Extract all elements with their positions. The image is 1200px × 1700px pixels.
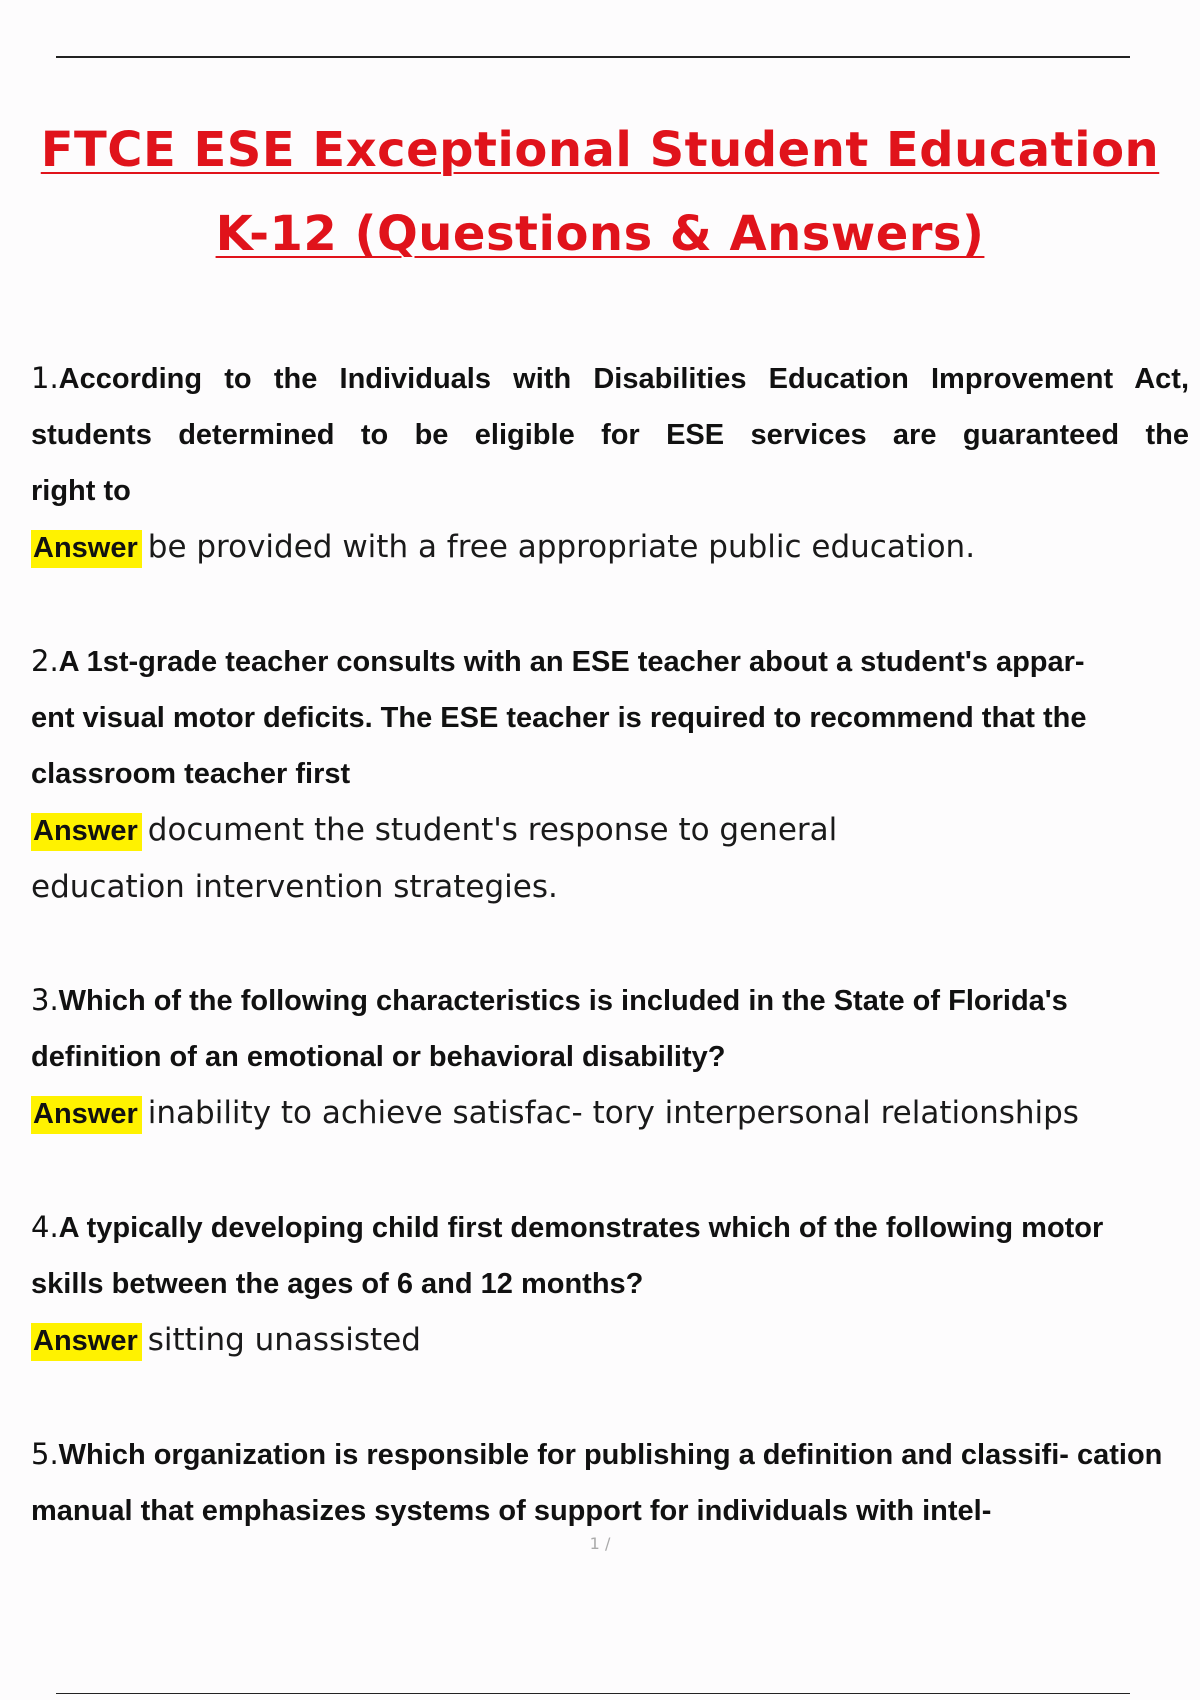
question-item bbox=[31, 972, 1189, 1142]
document-title bbox=[0, 108, 1200, 276]
title-line-1: FTCE ESE Exceptional Student Education bbox=[40, 122, 1160, 178]
question-item bbox=[31, 1426, 1189, 1539]
question-body: A typically developing child first demonstrates which of the following motor skills between the ages of 6 and 12 months? bbox=[31, 1212, 1104, 1300]
question-text-last-line bbox=[31, 463, 1189, 519]
top-rule bbox=[56, 56, 1130, 58]
question-body: According to the Individuals with Disabilities Education Improvement Act, students determined to be eligible for ESE services are guaranteed the bbox=[31, 363, 1189, 451]
question-text bbox=[31, 972, 1189, 1085]
bottom-rule bbox=[56, 1693, 1130, 1694]
answer-label: Answer bbox=[31, 1096, 142, 1134]
answer bbox=[31, 519, 1189, 576]
question-number: 1. bbox=[31, 361, 59, 395]
title-line-2: K-12 (Questions & Answers) bbox=[215, 206, 985, 262]
question-body: Which organization is responsible for publishing a definition and classifi- cation manual that emphasizes systems of support for individuals with intel- bbox=[31, 1439, 1163, 1527]
answer-text: be provided with a free appropriate public education. bbox=[147, 529, 976, 565]
question-number: 4. bbox=[31, 1210, 59, 1244]
question-text bbox=[31, 633, 1189, 802]
answer-text: document the student's response to general education intervention strategies. bbox=[31, 812, 838, 905]
answer-label: Answer bbox=[31, 1323, 142, 1361]
answer-label: Answer bbox=[31, 530, 142, 568]
page-number: 1 / bbox=[589, 1534, 611, 1553]
question-body: Which of the following characteristics is included in the State of Florida's definition of an emotional or behavioral disability? bbox=[31, 985, 1068, 1073]
question-number: 2. bbox=[31, 644, 59, 678]
question-text bbox=[31, 1199, 1189, 1312]
question-number: 3. bbox=[31, 983, 59, 1017]
question-body-end-right: to bbox=[103, 475, 131, 507]
answer-text: inability to achieve satisfac- tory interpersonal relationships bbox=[147, 1095, 1079, 1131]
answer-text: sitting unassisted bbox=[147, 1322, 421, 1358]
question-item bbox=[31, 1199, 1189, 1369]
answer-label: Answer bbox=[31, 813, 142, 851]
question-text bbox=[31, 1426, 1189, 1539]
answer bbox=[31, 802, 1189, 915]
question-list bbox=[31, 350, 1189, 1596]
answer bbox=[31, 1085, 1189, 1142]
question-body: A 1st-grade teacher consults with an ESE teacher about a student's appar- ent visual motor deficits. The ESE teacher is required to recommend that the classroom teacher first bbox=[31, 646, 1087, 790]
question-number: 5. bbox=[31, 1437, 59, 1471]
question-item bbox=[31, 633, 1189, 915]
question-text bbox=[31, 350, 1189, 463]
question-item bbox=[31, 350, 1189, 576]
answer bbox=[31, 1312, 1189, 1369]
question-body-end-left: right bbox=[31, 475, 96, 507]
